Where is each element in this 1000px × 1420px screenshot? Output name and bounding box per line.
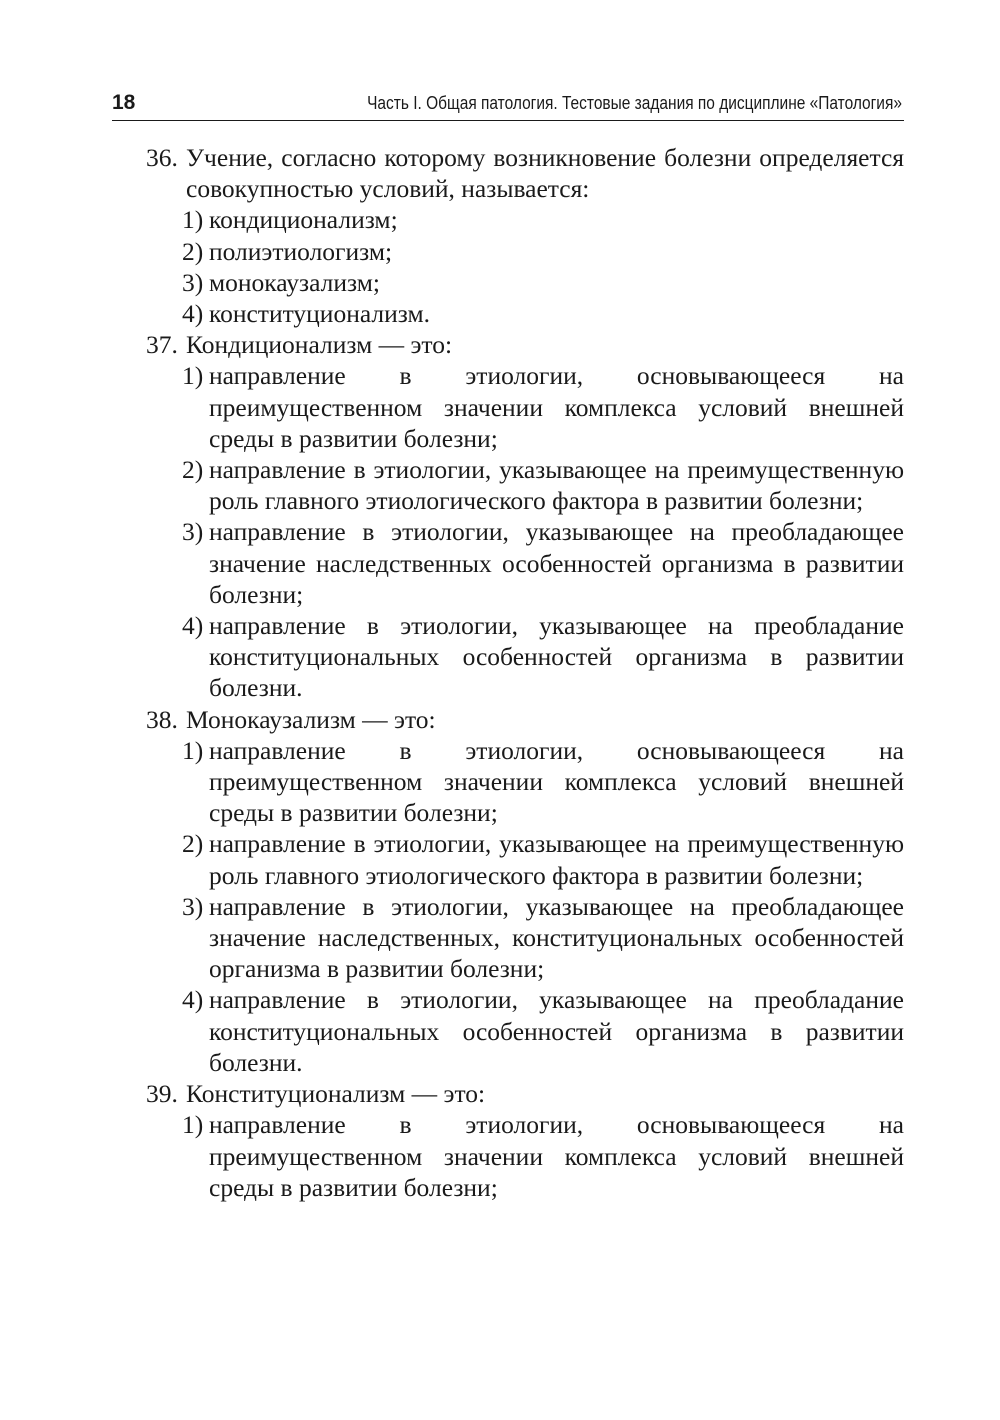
answer-options: [146, 735, 904, 1078]
question-text-38: [146, 704, 904, 735]
answer-option: [146, 735, 904, 829]
question-text-39: [146, 1078, 904, 1109]
option-number: 4): [182, 611, 204, 641]
answer-option: [146, 267, 904, 298]
answer-option: [146, 610, 904, 704]
question-number: 37.: [146, 330, 178, 360]
question-text-37: [146, 329, 904, 360]
question-stem: Кондиционализм — это:: [186, 330, 453, 360]
option-number: 3): [182, 517, 204, 547]
answer-option: [146, 204, 904, 235]
option-number: 1): [182, 1110, 204, 1140]
question-39: [146, 1078, 904, 1203]
question-text-36: [146, 142, 904, 204]
answer-options: [146, 1109, 904, 1203]
answer-option: [146, 454, 904, 516]
answer-option: [146, 298, 904, 329]
option-text: кондиционализм;: [209, 205, 398, 235]
answer-options: [146, 360, 904, 703]
option-text: направление в этиологии, указывающее на преобладание конституциональных особенностей организма в развитии болезни.: [209, 985, 904, 1077]
question-37: [146, 329, 904, 703]
page-content: [146, 142, 904, 1203]
question-36: [146, 142, 904, 329]
answer-options: [146, 204, 904, 329]
option-text: направление в этиологии, указывающее на преобладающее значение наследственных, конституциональных особенностей организма в развитии болезни;: [209, 891, 904, 984]
option-number: 2): [182, 236, 204, 266]
option-text: направление в этиологии, указывающее на преимущественную роль главного этиологического фактора в развитии болезни;: [209, 829, 904, 890]
option-text: направление в этиологии, указывающее на преобладание конституциональных особенностей организма в развитии болезни.: [209, 611, 904, 703]
question-stem: Учение, согласно которому возникновение болезни определяется совокупностью условий, называется:: [186, 143, 904, 204]
option-number: 1): [182, 361, 204, 391]
option-number: 2): [182, 829, 204, 859]
answer-option: [146, 828, 904, 890]
running-title: Часть I. Общая патология. Тестовые задания по дисциплине «Патология»: [367, 93, 902, 113]
option-text: направление в этиологии, основывающееся на преимущественном значении комплекса условий внешней среды в развитии болезни;: [209, 361, 904, 453]
option-number: 3): [182, 267, 204, 297]
question-number: 36.: [146, 143, 178, 172]
option-number: 1): [182, 735, 204, 765]
running-header: [112, 86, 904, 121]
option-text: направление в этиологии, основывающееся на преимущественном значении комплекса условий внешней среды в развитии болезни;: [209, 735, 904, 828]
answer-option: [146, 516, 904, 610]
option-text: монокаузализм;: [209, 267, 380, 297]
answer-option: [146, 236, 904, 267]
option-number: 3): [182, 891, 204, 921]
option-number: 4): [182, 299, 204, 329]
question-38: [146, 704, 904, 1078]
option-number: 1): [182, 205, 204, 235]
option-text: направление в этиологии, указывающее на преимущественную роль главного этиологического фактора в развитии болезни;: [209, 455, 904, 516]
answer-option: [146, 891, 904, 985]
question-stem: Монокаузализм — это:: [186, 704, 436, 734]
option-text: полиэтиологизм;: [209, 236, 393, 266]
option-number: 4): [182, 985, 204, 1015]
answer-option: [146, 360, 904, 454]
option-text: направление в этиологии, указывающее на преобладающее значение наследственных особенностей организма в развитии болезни;: [209, 517, 904, 609]
option-text: конституционализм.: [209, 299, 430, 329]
answer-option: [146, 1109, 904, 1203]
question-number: 39.: [146, 1079, 178, 1109]
page-number: 18: [112, 91, 136, 114]
answer-option: [146, 984, 904, 1078]
option-number: 2): [182, 455, 204, 485]
question-stem: Конституционализм — это:: [186, 1079, 486, 1109]
question-number: 38.: [146, 704, 178, 734]
option-text: направление в этиологии, основывающееся на преимущественном значении комплекса условий внешней среды в развитии болезни;: [209, 1110, 904, 1202]
